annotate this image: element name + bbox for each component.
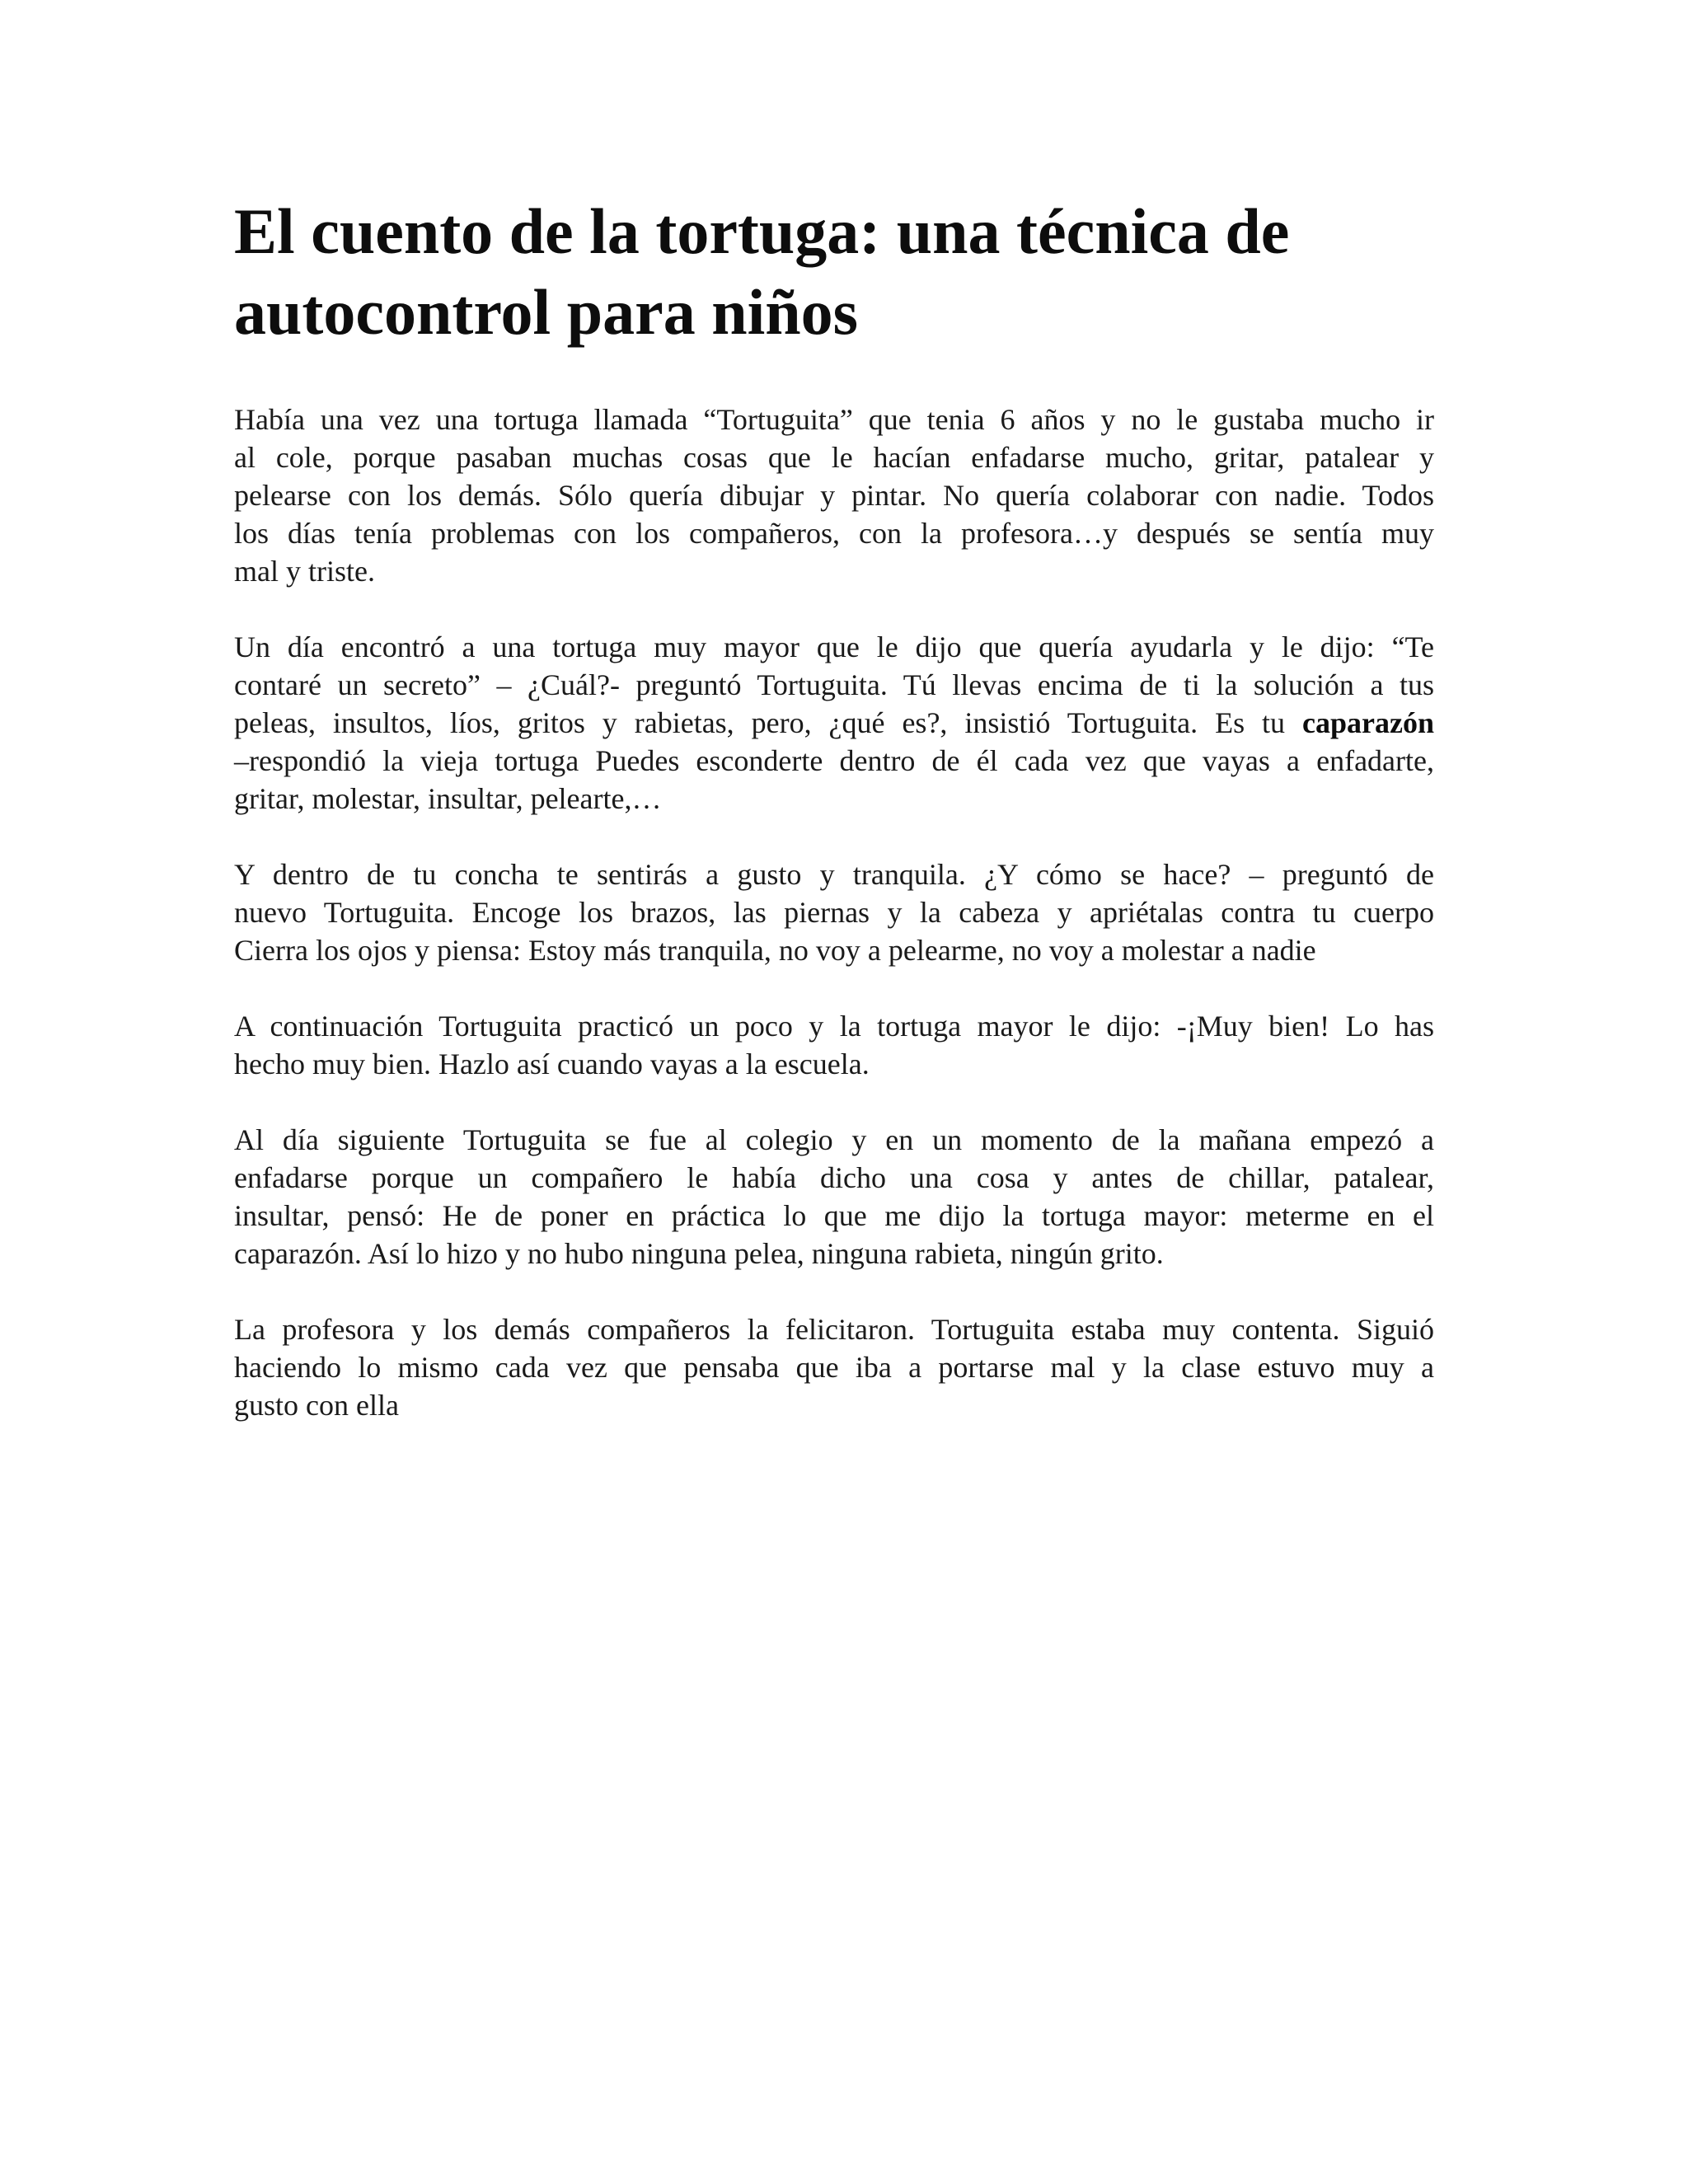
paragraph-line: –respondió la vieja tortuga Puedes esconderte dentro de él cada vez que vayas a enfadarte,	[234, 744, 1434, 777]
paragraph-2	[234, 628, 1434, 818]
paragraph-line: Al día siguiente Tortuguita se fue al colegio y en un momento de la mañana empezó a	[234, 1123, 1434, 1156]
paragraph-line-with-bold	[234, 704, 1434, 742]
paragraph-line: nuevo Tortuguita. Encoge los brazos, las piernas y la cabeza y apriétalas contra tu cuerpo	[234, 896, 1434, 929]
paragraph-line: mal y triste.	[234, 555, 375, 588]
paragraph-line: insultar, pensó: He de poner en práctica lo que me dijo la tortuga mayor: meterme en el	[234, 1199, 1434, 1232]
paragraph-1	[234, 401, 1434, 590]
title-line-1: El cuento de la tortuga: una técnica de	[234, 195, 1290, 267]
paragraph-line: Un día encontró a una tortuga muy mayor que le dijo que quería ayudarla y le dijo: “Te	[234, 630, 1434, 663]
paragraph-line: A continuación Tortuguita practicó un poco y la tortuga mayor le dijo: -¡Muy bien! Lo has	[234, 1010, 1434, 1043]
paragraph-line: La profesora y los demás compañeros la felicitaron. Tortuguita estaba muy contenta. Siguió	[234, 1313, 1434, 1346]
paragraph-line: hecho muy bien. Hazlo así cuando vayas a la escuela.	[234, 1047, 870, 1080]
paragraph-line: al cole, porque pasaban muchas cosas que le hacían enfadarse mucho, gritar, patalear y	[234, 441, 1434, 474]
paragraph-line: Y dentro de tu concha te sentirás a gusto y tranquila. ¿Y cómo se hace? – preguntó de	[234, 858, 1434, 891]
paragraph-line: pelearse con los demás. Sólo quería dibujar y pintar. No quería colaborar con nadie. Todos	[234, 479, 1434, 512]
document-page	[234, 191, 1434, 1462]
paragraph-line: haciendo lo mismo cada vez que pensaba que iba a portarse mal y la clase estuvo muy a	[234, 1351, 1434, 1384]
document-title	[234, 191, 1434, 353]
paragraph-line-text: peleas, insultos, líos, gritos y rabietas, pero, ¿qué es?, insistió Tortuguita. Es tu	[234, 706, 1286, 739]
bold-word-caparazon: caparazón	[1302, 706, 1434, 739]
paragraph-3	[234, 855, 1434, 969]
story-body	[234, 401, 1434, 1424]
paragraph-5	[234, 1121, 1434, 1272]
paragraph-6	[234, 1310, 1434, 1424]
paragraph-line: gritar, molestar, insultar, pelearte,…	[234, 782, 662, 815]
title-line-2: autocontrol para niños	[234, 276, 858, 348]
paragraph-line: contaré un secreto” – ¿Cuál?- preguntó Tortuguita. Tú llevas encima de ti la solución a tus	[234, 668, 1434, 701]
paragraph-line: caparazón. Así lo hizo y no hubo ninguna pelea, ninguna rabieta, ningún grito.	[234, 1237, 1164, 1270]
paragraph-line: enfadarse porque un compañero le había dicho una cosa y antes de chillar, patalear,	[234, 1161, 1434, 1194]
paragraph-line: los días tenía problemas con los compañeros, con la profesora…y después se sentía muy	[234, 517, 1434, 550]
paragraph-line: gusto con ella	[234, 1389, 399, 1422]
paragraph-4	[234, 1007, 1434, 1083]
paragraph-line: Cierra los ojos y piensa: Estoy más tranquila, no voy a pelearme, no voy a molestar a nadie	[234, 934, 1316, 967]
paragraph-line: Había una vez una tortuga llamada “Tortuguita” que tenia 6 años y no le gustaba mucho ir	[234, 403, 1434, 436]
